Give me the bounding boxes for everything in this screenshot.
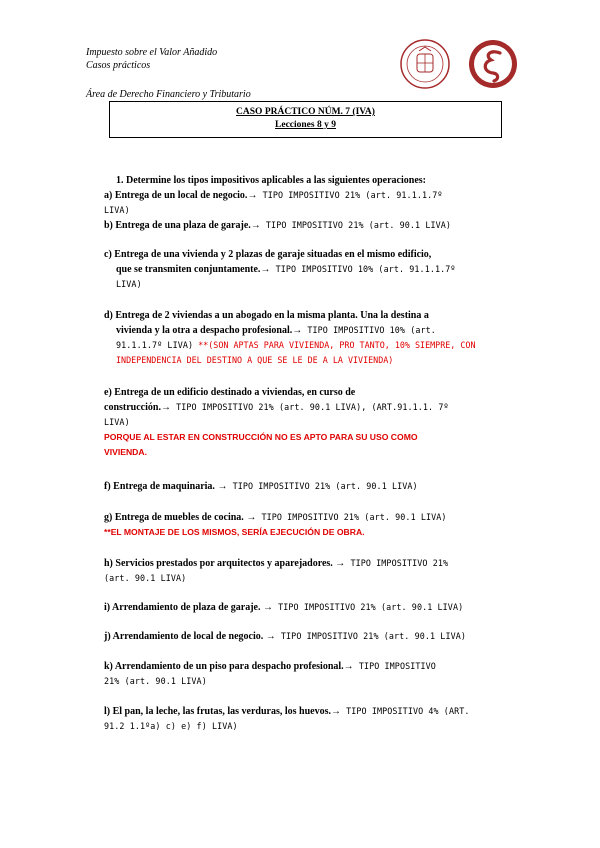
intro-text: 1. Determine los tipos impositivos aplicables a las siguientes operaciones:: [116, 175, 426, 186]
item-d-question-cont: vivienda y la otra a despacho profesional.: [116, 325, 293, 336]
arrow-icon: →: [292, 325, 303, 336]
item-e-answer: TIPO IMPOSITIVO 21% (art. 90.1 LIVA), (ART.91.1.1. 7º: [170, 402, 449, 412]
arrow-icon: →: [217, 481, 228, 492]
item-i-question: i) Arrendamiento de plaza de garaje.: [104, 602, 261, 613]
item-e-question-cont: construcción.: [104, 402, 161, 413]
item-d-answer-cont: 91.1.1.7º LIVA): [116, 340, 194, 350]
item-f-question: f) Entrega de maquinaria.: [104, 481, 215, 492]
item-i-answer: TIPO IMPOSITIVO 21% (art. 90.1 LIVA): [272, 602, 464, 612]
arrow-icon: →: [260, 264, 271, 275]
item-b: [104, 218, 451, 233]
item-e: [104, 385, 524, 460]
item-c-answer: TIPO IMPOSITIVO 10% (art. 91.1.1.7º: [270, 264, 456, 274]
item-c-question-cont: que se transmiten conjuntamente.: [116, 264, 261, 275]
item-j-question: j) Arrendamiento de local de negocio.: [104, 631, 264, 642]
item-l: [104, 704, 524, 734]
logos: [399, 38, 519, 95]
item-h-question: h) Servicios prestados por arquitectos y aparejadores.: [104, 558, 333, 569]
item-h: [104, 556, 524, 586]
item-d: [104, 308, 524, 368]
item-c-question: c) Entrega de una vivienda y 2 plazas de garaje situadas en el mismo edificio,: [104, 249, 432, 260]
item-k-answer-cont: 21% (art. 90.1 LIVA): [104, 676, 207, 686]
case-lessons: Lecciones 8 y 9: [275, 120, 336, 130]
item-a-answer-cont: LIVA): [104, 205, 130, 215]
item-a-question: a) Entrega de un local de negocio.: [104, 190, 248, 201]
item-b-question: b) Entrega de una plaza de garaje.: [104, 220, 251, 231]
arrow-icon: →: [246, 512, 257, 523]
item-j-answer: TIPO IMPOSITIVO 21% (art. 90.1 LIVA): [275, 631, 467, 641]
faculty-emblem: [469, 40, 517, 88]
case-title: CASO PRÁCTICO NÚM. 7 (IVA): [236, 107, 375, 117]
item-k-question: k) Arrendamiento de un piso para despacho profesional.: [104, 661, 344, 672]
header-department: Área de Derecho Financiero y Tributario: [86, 89, 251, 100]
item-g-note: **EL MONTAJE DE LOS MISMOS, SERÍA EJECUCIÓN DE OBRA.: [104, 527, 365, 537]
arrow-icon: →: [262, 602, 273, 613]
item-g-answer: TIPO IMPOSITIVO 21% (art. 90.1 LIVA): [256, 512, 447, 522]
header-subtitle: Casos prácticos: [86, 60, 151, 71]
item-d-question: d) Entrega de 2 viviendas a un abogado en la misma planta. Una la destina a: [104, 310, 429, 321]
arrow-icon: →: [265, 631, 276, 642]
item-d-note-cont: INDEPENDENCIA DEL DESTINO A QUE SE LE DE A LA VIVIENDA): [116, 355, 394, 365]
item-g-question: g) Entrega de muebles de cocina.: [104, 512, 244, 523]
question-intro: [116, 173, 426, 188]
item-e-note-cont: VIVIENDA.: [104, 447, 147, 457]
university-seal: [401, 40, 449, 88]
item-h-answer-cont: (art. 90.1 LIVA): [104, 573, 187, 583]
arrow-icon: →: [247, 190, 258, 201]
arrow-icon: →: [343, 661, 354, 672]
item-f: [104, 479, 418, 494]
arrow-icon: →: [330, 706, 341, 717]
item-k-answer: TIPO IMPOSITIVO: [353, 661, 436, 671]
item-b-answer: TIPO IMPOSITIVO 21% (art. 90.1 LIVA): [260, 220, 452, 230]
item-e-question: e) Entrega de un edificio destinado a viviendas, en curso de: [104, 387, 356, 398]
arrow-icon: →: [335, 558, 346, 569]
case-title-box: [109, 101, 502, 138]
item-e-answer-cont: LIVA): [104, 417, 130, 427]
document-header: [86, 46, 217, 72]
item-i: [104, 600, 463, 615]
item-k: [104, 659, 524, 689]
arrow-icon: →: [250, 220, 261, 231]
item-h-answer: TIPO IMPOSITIVO 21%: [345, 558, 449, 568]
item-j: [104, 629, 466, 644]
item-a: [104, 188, 504, 218]
arrow-icon: →: [160, 402, 171, 413]
item-l-answer-cont: 91.2 1.1ºa) c) e) f) LIVA): [104, 721, 238, 731]
item-l-answer: TIPO IMPOSITIVO 4% (ART.: [340, 706, 470, 716]
item-e-note: PORQUE AL ESTAR EN CONSTRUCCIÓN NO ES APTO PARA SU USO COMO: [104, 432, 418, 442]
item-g: [104, 510, 524, 540]
item-d-note: **(SON APTAS PARA VIVIENDA, PRO TANTO, 10% SIEMPRE, CON: [193, 340, 476, 350]
item-a-answer: TIPO IMPOSITIVO 21% (art. 91.1.1.7º: [257, 190, 443, 200]
item-l-question: l) El pan, la leche, las frutas, las verduras, los huevos.: [104, 706, 331, 717]
item-f-answer: TIPO IMPOSITIVO 21% (art. 90.1 LIVA): [227, 481, 418, 491]
item-c-answer-cont: LIVA): [116, 279, 142, 289]
header-tax-title: Impuesto sobre el Valor Añadido: [86, 47, 218, 58]
item-d-answer: TIPO IMPOSITIVO 10% (art.: [302, 325, 436, 335]
item-c: [104, 247, 524, 292]
logo-graphics: [399, 38, 519, 90]
